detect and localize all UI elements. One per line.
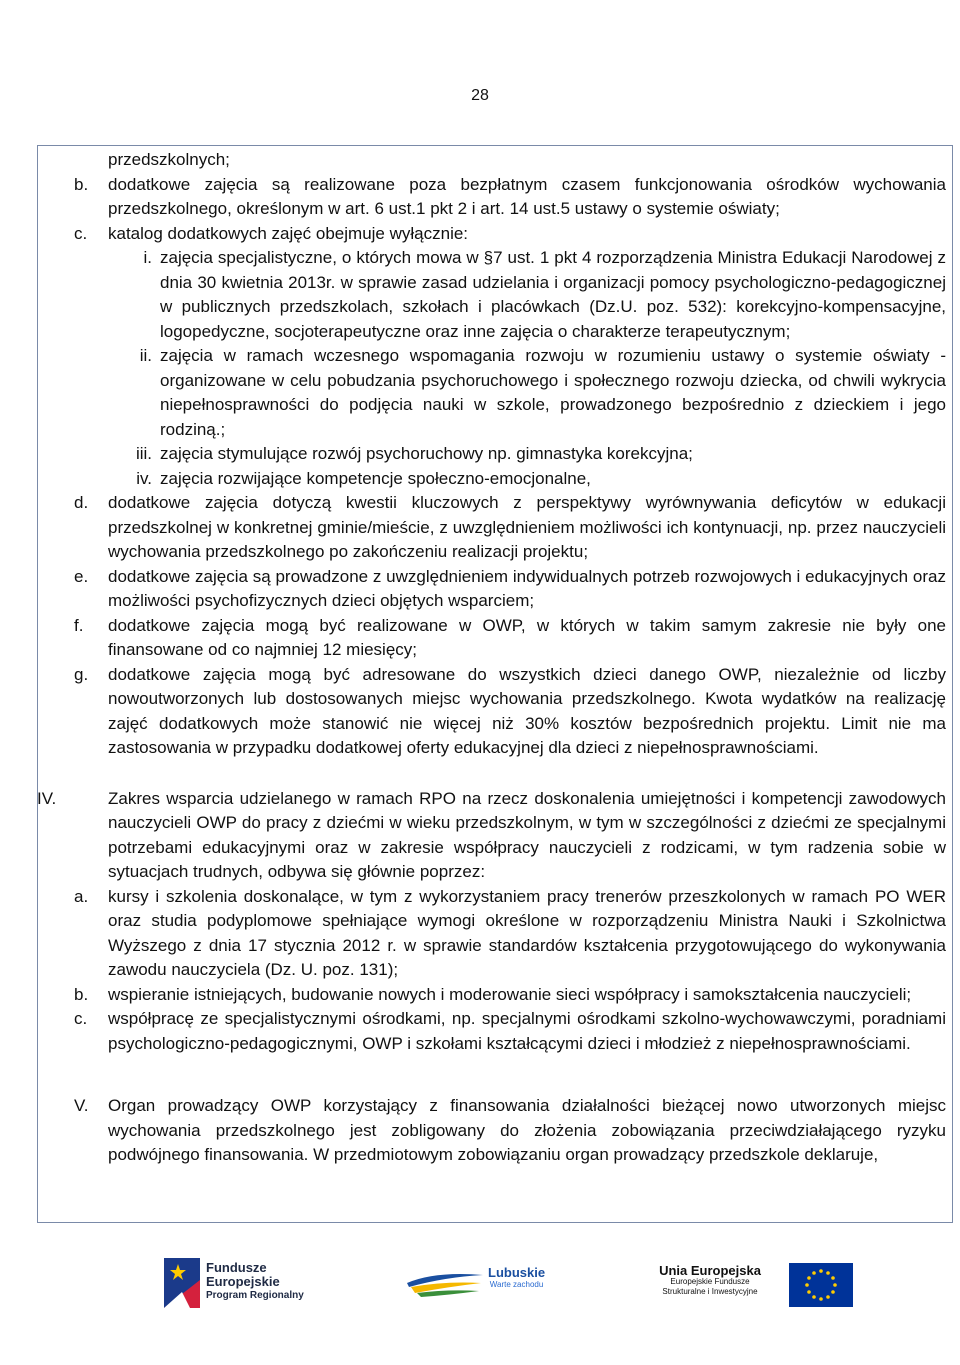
section-iv	[37, 787, 946, 885]
list-item-f	[70, 614, 946, 663]
list-item-text: dodatkowe zajęcia mogą być adresowane do wszystkich dzieci danego OWP, niezależnie od liczby nowoutworzonych lub dostosowanych miejsc wychowania przedszkolnego. Kwota wydatków na realizację zajęć dodatkowych może stanowić nie więcej niż 30% kosztów bezpośrednich projektu. Limit nie ma zastosowania w przypadku dodatkowej oferty edukacyjnej dla dzieci z niepełnosprawnościami.	[108, 664, 946, 757]
section-text: Zakres wsparcia udzielanego w ramach RPO na rzecz doskonalenia umiejętności i kompetencji zawodowych nauczycieli OWP do pracy z dziećmi w wieku przedszkolnym, w tym w szczególności z dziećmi ze specjalnymi potrzebami edukacyjnymi oraz w zakresie współpracy nauczycieli z rodzicami, w tym radzenia sobie w sytuacjach trudnych, odbywa się głównie poprzez:	[108, 788, 946, 881]
list-item-g	[70, 663, 946, 761]
top-fragment: przedszkolnych;	[108, 150, 230, 169]
sub-list-item-iv	[70, 467, 946, 492]
eu-flag-icon	[789, 1263, 853, 1307]
ue-line-3: Strukturalne i Inwestycyjne	[662, 1287, 758, 1296]
list-marker: f.	[74, 615, 84, 635]
fundusze-europejskie-text	[206, 1261, 304, 1303]
list-item-e	[70, 565, 946, 614]
page-number: 28	[471, 87, 489, 104]
list-item-text: zajęcia w ramach wczesnego wspomagania rozwoju w rozumieniu ustawy o systemie oświaty - organizowane w celu pobudzania psychoruchowego i społecznego rozwoju dziecka, od chwili wykrycia niepełnosprawności do podjęcia nauki w szkole, prowadzonego bezpośrednio z dzieckiem i jego rodziną.;	[160, 346, 946, 439]
list-item-text: współpracę ze specjalistycznymi ośrodkami, np. specjalnymi ośrodkami szkolno-wychowawczymi, poradniami psychologiczno-pedagogicznymi, OWP i szkołami kształcącymi dzieci i młodzież z niepełnosprawnościami.	[108, 1009, 946, 1053]
sub-list-item-iii	[70, 442, 946, 467]
list-item-text: dodatkowe zajęcia są realizowane poza bezpłatnym czasem funkcjonowania ośrodków wychowania przedszkolnego, określonym w art. 6 ust.1 pkt 2 i art. 14 ust.5 ustawy o systemie oświaty;	[108, 174, 946, 218]
list-marker: b.	[74, 984, 89, 1004]
list-marker: iii.	[135, 444, 152, 463]
list-marker: e.	[74, 566, 89, 586]
list-marker: ii.	[139, 346, 152, 365]
sub-list-item-i	[70, 246, 946, 344]
fundusze-europejskie-logo-icon	[164, 1258, 200, 1308]
fe-line-1: Fundusze	[206, 1260, 267, 1275]
lubuskie-line-2: Warte zachodu	[489, 1280, 544, 1289]
list-item-text: dodatkowe zajęcia mogą być realizowane w OWP, w których w takim samym zakresie nie były one finansowane od co najmniej 12 miesięcy;	[108, 615, 946, 659]
list-item-text: dodatkowe zajęcia dotyczą kwestii kluczowych z perspektywy wyrównywania deficytów w edukacji przedszkolnej w konkretnej gminie/mieście, z uwzględnieniem możliwości ich kontynuacji, np. przez nauczycieli wychowania przedszkolnego po zakończeniu realizacji projektu;	[108, 493, 946, 561]
list-marker: b.	[74, 174, 89, 194]
lubuskie-text	[488, 1267, 545, 1291]
ue-line-2: Europejskie Fundusze	[670, 1277, 750, 1286]
unia-europejska-text	[640, 1265, 780, 1297]
list-item-text: dodatkowe zajęcia są prowadzone z uwzględnieniem indywidualnych potrzeb rozwojowych i edukacyjnych oraz możliwości psychofizycznych dzieci objętych wsparciem;	[108, 566, 946, 610]
list-item-text: kursy i szkolenia doskonalące, w tym z wykorzystaniem pracy trenerów przeszkolonych w ramach PO WER oraz studia podyplomowe spełniające wymogi określone w rozporządzeniu Ministra Nauki i Szkolnictwa Wyższego z dnia 17 stycznia 2012 r. w sprawie standardów kształcenia przygotowującego do wykonywania zawodu nauczyciela (Dz. U. poz. 131);	[108, 886, 946, 979]
section-v	[70, 1094, 946, 1168]
sub-list-item-ii	[70, 344, 946, 442]
footer-logos	[0, 1255, 960, 1315]
list-marker: c.	[74, 223, 88, 243]
fe-line-3: Program Regionalny	[206, 1290, 304, 1301]
list-item-text: zajęcia rozwijające kompetencje społeczno-emocjonalne,	[160, 468, 591, 488]
section-iv-item-a	[70, 885, 946, 983]
list-item-text: katalog dodatkowych zajęć obejmuje wyłącznie:	[108, 223, 469, 243]
list-marker: d.	[74, 493, 89, 512]
list-item-b	[70, 173, 946, 222]
section-text: Organ prowadzący OWP korzystający z finansowania działalności bieżącej nowo utworzonych miejsc wychowania przedszkolnego jest zobligowany do złożenia zobowiązania przeciwdziałającego ryzyku podwójnego finansowania. W przedmiotowym zobowiązaniu organ prowadzący przedszkole deklaruje,	[108, 1096, 946, 1164]
list-marker: c.	[74, 1009, 88, 1028]
document-body	[37, 148, 946, 1168]
list-item-text: wspieranie istniejących, budowanie nowych i moderowanie sieci współpracy i samokształcenia nauczycieli;	[108, 984, 912, 1004]
list-marker: i.	[143, 248, 152, 267]
lubuskie-line-1: Lubuskie	[488, 1265, 546, 1280]
list-item-text: zajęcia stymulujące rozwój psychoruchowy np. gimnastyka korekcyjna;	[160, 444, 693, 463]
section-marker: IV.	[37, 788, 57, 808]
lubuskie-logo-icon	[405, 1263, 485, 1299]
list-marker: a.	[74, 886, 89, 906]
list-marker: g.	[74, 664, 89, 684]
list-marker: iv.	[136, 468, 152, 488]
list-item-d	[70, 491, 946, 565]
section-marker: V.	[74, 1096, 89, 1115]
list-item-c	[70, 222, 946, 247]
list-item-text: zajęcia specjalistyczne, o których mowa w §7 ust. 1 pkt 4 rozporządzenia Ministra Edukacji Narodowej z dnia 30 kwietnia 2013r. w sprawie zasad udzielania i organizacji pomocy psychologiczno-pedagogicznej w publicznych przedszkolach, szkołach i placówkach (Dz.U. poz. 532): korekcyjno-kompensacyjne, logopedyczne, socjoterapeutyczne oraz inne zajęcia o charakterze terapeutycznym;	[160, 248, 946, 341]
section-iv-item-c	[70, 1007, 946, 1056]
fe-line-2: Europejskie	[206, 1274, 280, 1289]
section-iv-item-b	[70, 983, 946, 1008]
ue-line-1: Unia Europejska	[659, 1263, 761, 1278]
